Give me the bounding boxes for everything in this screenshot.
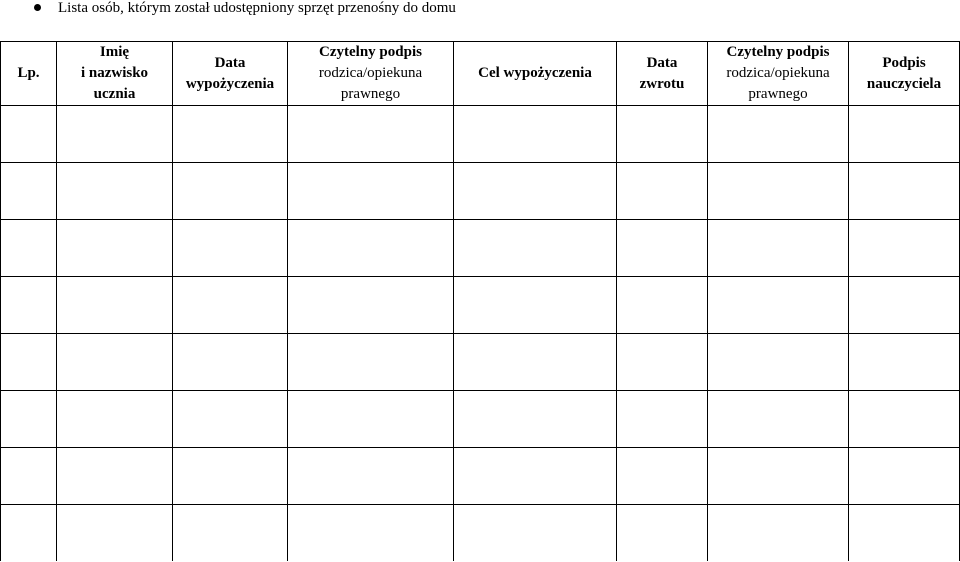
cell-return-date (617, 505, 708, 562)
cell-loan-date (173, 106, 288, 163)
cell-student-name (57, 106, 173, 163)
cell-guardian-signature (288, 448, 454, 505)
loan-table (0, 41, 960, 561)
header-loan-date-line: Data (214, 54, 246, 71)
cell-loan-purpose (454, 391, 617, 448)
cell-student-name (57, 505, 173, 562)
cell-loan-purpose (454, 220, 617, 277)
cell-return-date (617, 163, 708, 220)
header-student-name-line: Imię (99, 44, 130, 60)
cell-student-name (57, 334, 173, 391)
cell-teacher-signature (849, 505, 960, 562)
header-guardian-return-signature (708, 42, 849, 106)
cell-guardian-signature (288, 505, 454, 562)
cell-guardian-return-signature (708, 334, 849, 391)
cell-student-name (57, 163, 173, 220)
cell-guardian-signature (288, 163, 454, 220)
cell-loan-date (173, 448, 288, 505)
cell-loan-purpose (454, 163, 617, 220)
header-loan-purpose (454, 42, 617, 106)
cell-guardian-return-signature (708, 277, 849, 334)
cell-teacher-signature (849, 277, 960, 334)
header-loan-date-line: wypożyczenia (185, 75, 275, 92)
cell-loan-purpose (454, 277, 617, 334)
header-loan-date (173, 42, 288, 106)
cell-loan-date (173, 505, 288, 562)
cell-guardian-return-signature (708, 163, 849, 220)
header-return-date (617, 42, 708, 106)
list-title-line (58, 0, 456, 18)
header-student-name (57, 42, 173, 106)
cell-lp (1, 334, 57, 391)
table-row (1, 277, 960, 334)
cell-guardian-return-signature (708, 220, 849, 277)
table-row (1, 505, 960, 562)
cell-lp (1, 448, 57, 505)
header-guardian-return-signature-line: Czytelny podpis (726, 44, 830, 60)
header-student-name-line: ucznia (93, 86, 136, 102)
cell-guardian-signature (288, 277, 454, 334)
table-row (1, 163, 960, 220)
cell-student-name (57, 277, 173, 334)
header-student-name-line: i nazwisko (80, 65, 149, 81)
table-row (1, 334, 960, 391)
cell-loan-date (173, 220, 288, 277)
header-teacher-signature-line: Podpis (882, 54, 926, 71)
cell-teacher-signature (849, 220, 960, 277)
cell-return-date (617, 277, 708, 334)
header-guardian-signature-line: prawnego (340, 86, 401, 102)
header-loan-purpose-line: Cel wypożyczenia (478, 65, 592, 81)
table-row (1, 448, 960, 505)
table-body (1, 106, 960, 562)
cell-teacher-signature (849, 334, 960, 391)
cell-return-date (617, 391, 708, 448)
table-row (1, 106, 960, 163)
header-teacher-signature-line: nauczyciela (866, 75, 942, 92)
cell-guardian-signature (288, 106, 454, 163)
cell-guardian-return-signature (708, 448, 849, 505)
cell-teacher-signature (849, 391, 960, 448)
cell-guardian-return-signature (708, 391, 849, 448)
list-title: Lista osób, którym został udostępniony sprzęt przenośny do domu (58, 0, 456, 16)
cell-teacher-signature (849, 106, 960, 163)
header-guardian-signature (288, 42, 454, 106)
loan-table-container (0, 41, 960, 562)
cell-loan-purpose (454, 106, 617, 163)
cell-lp (1, 163, 57, 220)
cell-guardian-signature (288, 391, 454, 448)
cell-return-date (617, 106, 708, 163)
cell-student-name (57, 448, 173, 505)
cell-guardian-return-signature (708, 106, 849, 163)
cell-lp (1, 391, 57, 448)
cell-loan-date (173, 277, 288, 334)
cell-student-name (57, 391, 173, 448)
table-row (1, 391, 960, 448)
cell-guardian-signature (288, 220, 454, 277)
cell-teacher-signature (849, 163, 960, 220)
cell-loan-date (173, 334, 288, 391)
cell-guardian-return-signature (708, 505, 849, 562)
header-guardian-return-signature-line: rodzica/opiekuna (726, 65, 830, 81)
table-row (1, 220, 960, 277)
cell-loan-purpose (454, 505, 617, 562)
cell-loan-date (173, 391, 288, 448)
header-guardian-signature-line: Czytelny podpis (319, 44, 422, 60)
cell-loan-purpose (454, 448, 617, 505)
cell-return-date (617, 334, 708, 391)
cell-guardian-signature (288, 334, 454, 391)
cell-loan-date (173, 163, 288, 220)
header-return-date-line: Data (646, 54, 678, 71)
cell-lp (1, 505, 57, 562)
table-header-row (1, 42, 960, 106)
cell-lp (1, 220, 57, 277)
header-teacher-signature (849, 42, 960, 106)
header-lp-line: Lp. (17, 65, 40, 81)
header-lp (1, 42, 57, 106)
bullet-icon (34, 4, 41, 11)
cell-lp (1, 277, 57, 334)
cell-return-date (617, 448, 708, 505)
cell-lp (1, 106, 57, 163)
cell-loan-purpose (454, 334, 617, 391)
cell-teacher-signature (849, 448, 960, 505)
header-return-date-line: zwrotu (639, 75, 685, 92)
header-guardian-return-signature-line: prawnego (748, 86, 808, 102)
cell-student-name (57, 220, 173, 277)
header-guardian-signature-line: rodzica/opiekuna (318, 65, 423, 81)
cell-return-date (617, 220, 708, 277)
